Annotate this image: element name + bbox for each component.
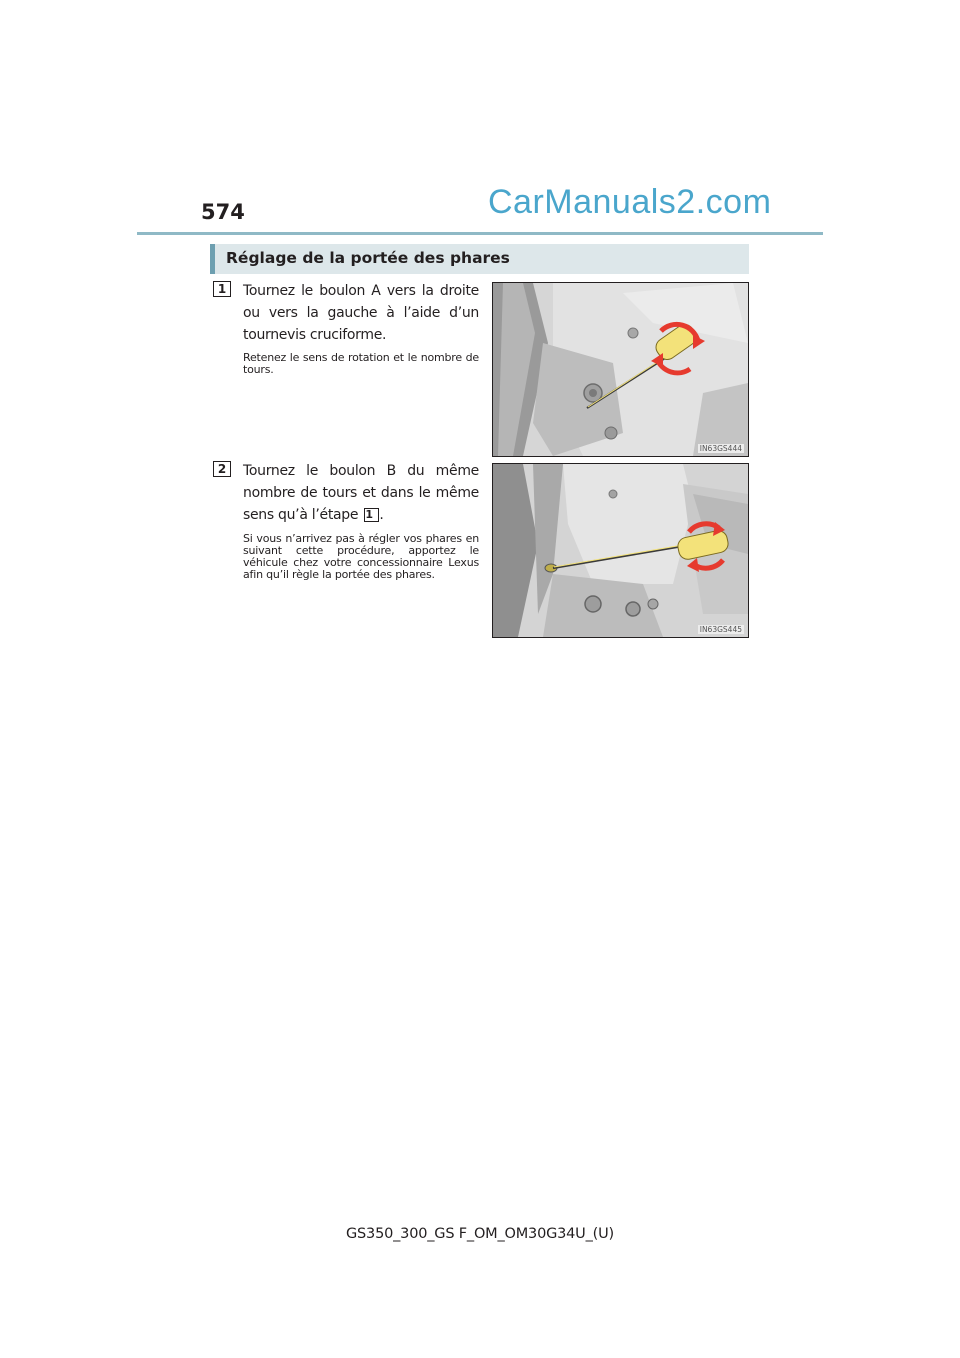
step-1-text: Tournez le boulon A vers la droite ou vers la gauche à l’aide d’un tournevis cruciforme. <box>243 283 479 343</box>
headlamp-adjust-illustration-1 <box>493 283 748 456</box>
step-2-number: 2 <box>213 461 231 477</box>
step-2-text-before: Tournez le boulon B du même nombre de tours et dans le même sens qu’à l’étape <box>243 463 479 523</box>
step-1-figure <box>492 282 749 457</box>
step-2-text-after: . <box>379 507 384 523</box>
step-2-figure <box>492 463 749 638</box>
footer-doc-code: GS350_300_GS F_OM_OM30G34U_(U) <box>346 1226 614 1242</box>
step-2-text <box>243 460 479 526</box>
step-2-note: Si vous n’arrivez pas à régler vos phares en suivant cette procédure, apportez le véhicule chez votre concessionnaire Lexus afin qu’il règle la portée des phares. <box>243 532 479 581</box>
step-1-number: 1 <box>213 281 231 297</box>
step-2-ref-step: 1 <box>364 508 379 522</box>
headlamp-adjust-illustration-2 <box>493 464 748 637</box>
step-1-figure-code: IN63GS444 <box>699 444 742 453</box>
step-2-figure-code: IN63GS445 <box>699 625 742 634</box>
section-title: Réglage de la portée des phares <box>226 249 510 267</box>
section-heading <box>210 244 749 274</box>
header-rule <box>137 232 823 235</box>
page-number: 574 <box>201 200 245 224</box>
watermark-link[interactable]: CarManuals2.com <box>488 183 772 221</box>
step-1-note: Retenez le sens de rotation et le nombre de tours. <box>243 351 479 376</box>
